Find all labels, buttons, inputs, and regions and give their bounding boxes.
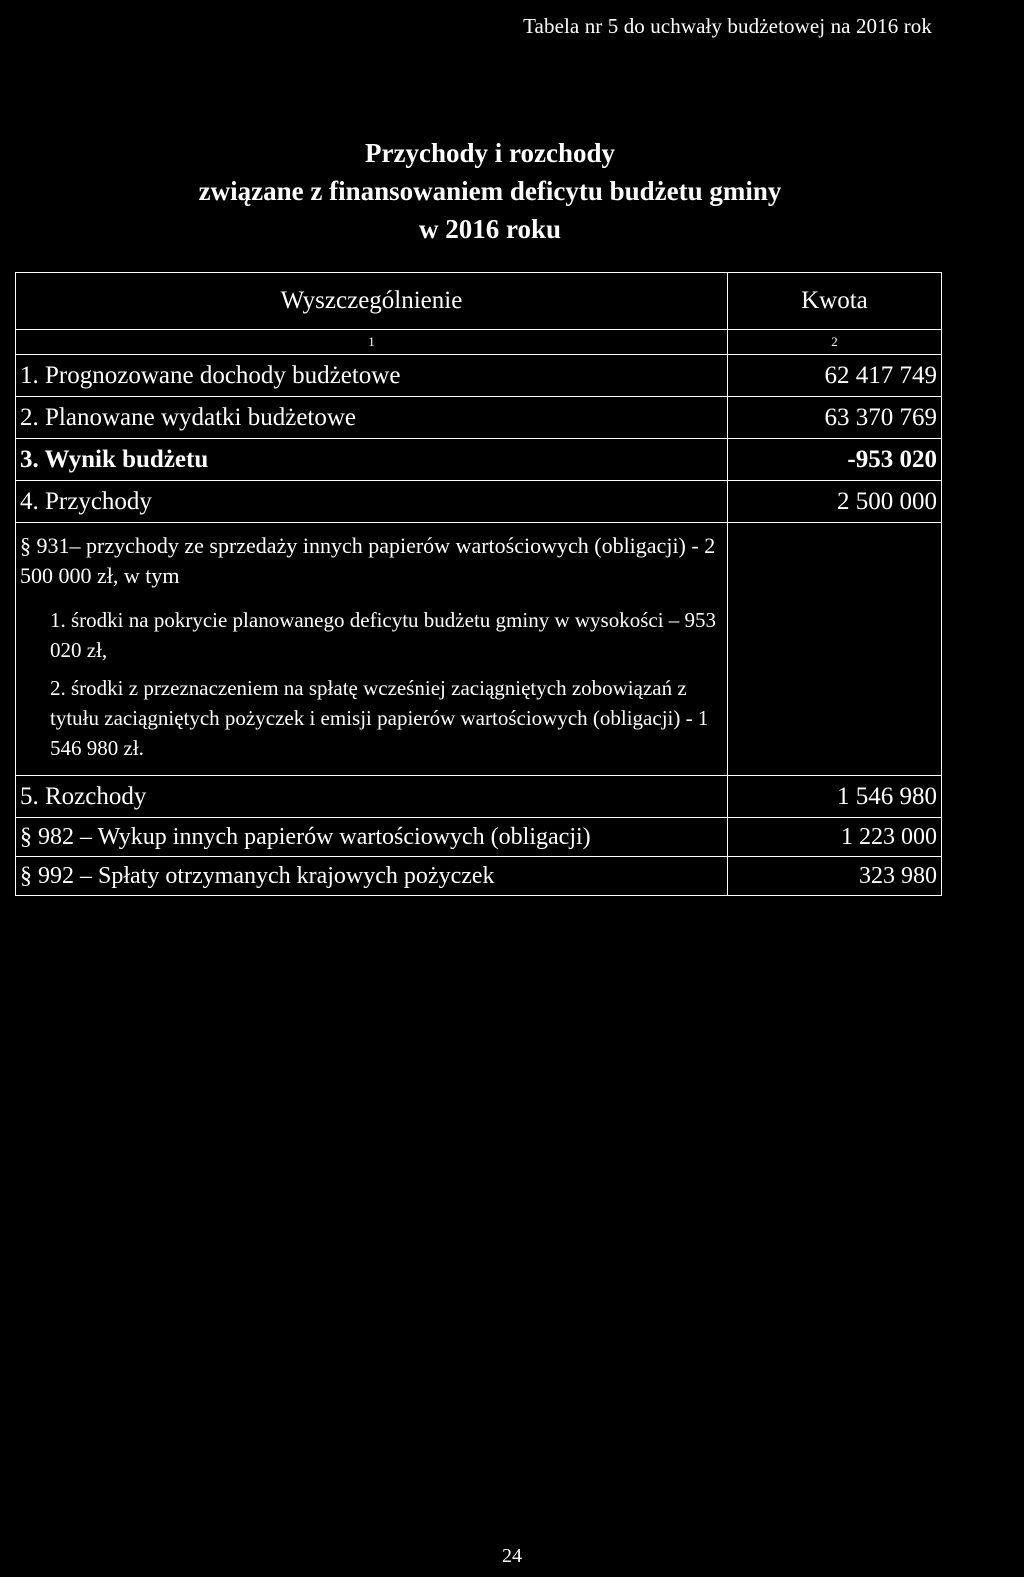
income-detail-item-2: 2. środki z przeznaczeniem na spłatę wcześniej zaciągniętych zobowiązań z tytułu zaciągniętych pożyczek i emisji papierów wartościowych (obligacji) - 1 546 980 zł.: [50, 676, 709, 760]
income-detail-row: [16, 523, 942, 776]
page-number: 24: [502, 1545, 522, 1567]
row-amount: 1 223 000: [727, 818, 941, 857]
empty-amount-cell: [727, 523, 941, 776]
table-row: [16, 397, 942, 439]
row-amount: 2 500 000: [727, 481, 941, 523]
column-header-description: Wyszczególnienie: [16, 273, 728, 330]
row-amount: 323 980: [727, 857, 941, 896]
income-detail-cell: [16, 523, 728, 776]
header-note: Tabela nr 5 do uchwały budżetowej na 2016 rok: [523, 14, 932, 38]
row-amount: 63 370 769: [727, 397, 941, 439]
row-amount: 1 546 980: [727, 776, 941, 818]
income-detail-item-1: 1. środki na pokrycie planowanego deficytu budżetu gminy w wysokości – 953 020 zł,: [50, 608, 717, 662]
table-row: [16, 776, 942, 818]
title-line-3: w 2016 roku: [418, 214, 562, 244]
row-label: 2. Planowane wydatki budżetowe: [16, 397, 728, 439]
table-header-row: [16, 273, 942, 330]
row-label: 4. Przychody: [16, 481, 728, 523]
title-line-1: Przychody i rozchody: [365, 138, 615, 168]
row-amount: -953 020: [727, 439, 941, 481]
row-label: 3. Wynik budżetu: [16, 439, 728, 481]
column-number-2: 2: [727, 330, 941, 355]
row-label: 5. Rozchody: [16, 776, 728, 818]
row-amount: 62 417 749: [727, 355, 941, 397]
column-header-amount: Kwota: [727, 273, 941, 330]
row-label: § 992 – Spłaty otrzymanych krajowych pożyczek: [16, 857, 728, 896]
row-label: § 982 – Wykup innych papierów wartościowych (obligacji): [16, 818, 728, 857]
table-row: [16, 481, 942, 523]
column-number-1: 1: [16, 330, 728, 355]
column-number-row: [16, 330, 942, 355]
table-row: [16, 857, 942, 896]
income-detail-paragraph: § 931– przychody ze sprzedaży innych papierów wartościowych (obligacji) - 2 500 000 zł, w tym: [20, 533, 716, 588]
table-row: [16, 355, 942, 397]
budget-table: [15, 272, 942, 896]
table-row-result: [16, 439, 942, 481]
document-title: [0, 134, 980, 248]
title-line-2: związane z finansowaniem deficytu budżetu gminy: [198, 176, 782, 206]
table-row: [16, 818, 942, 857]
row-label: 1. Prognozowane dochody budżetowe: [16, 355, 728, 397]
